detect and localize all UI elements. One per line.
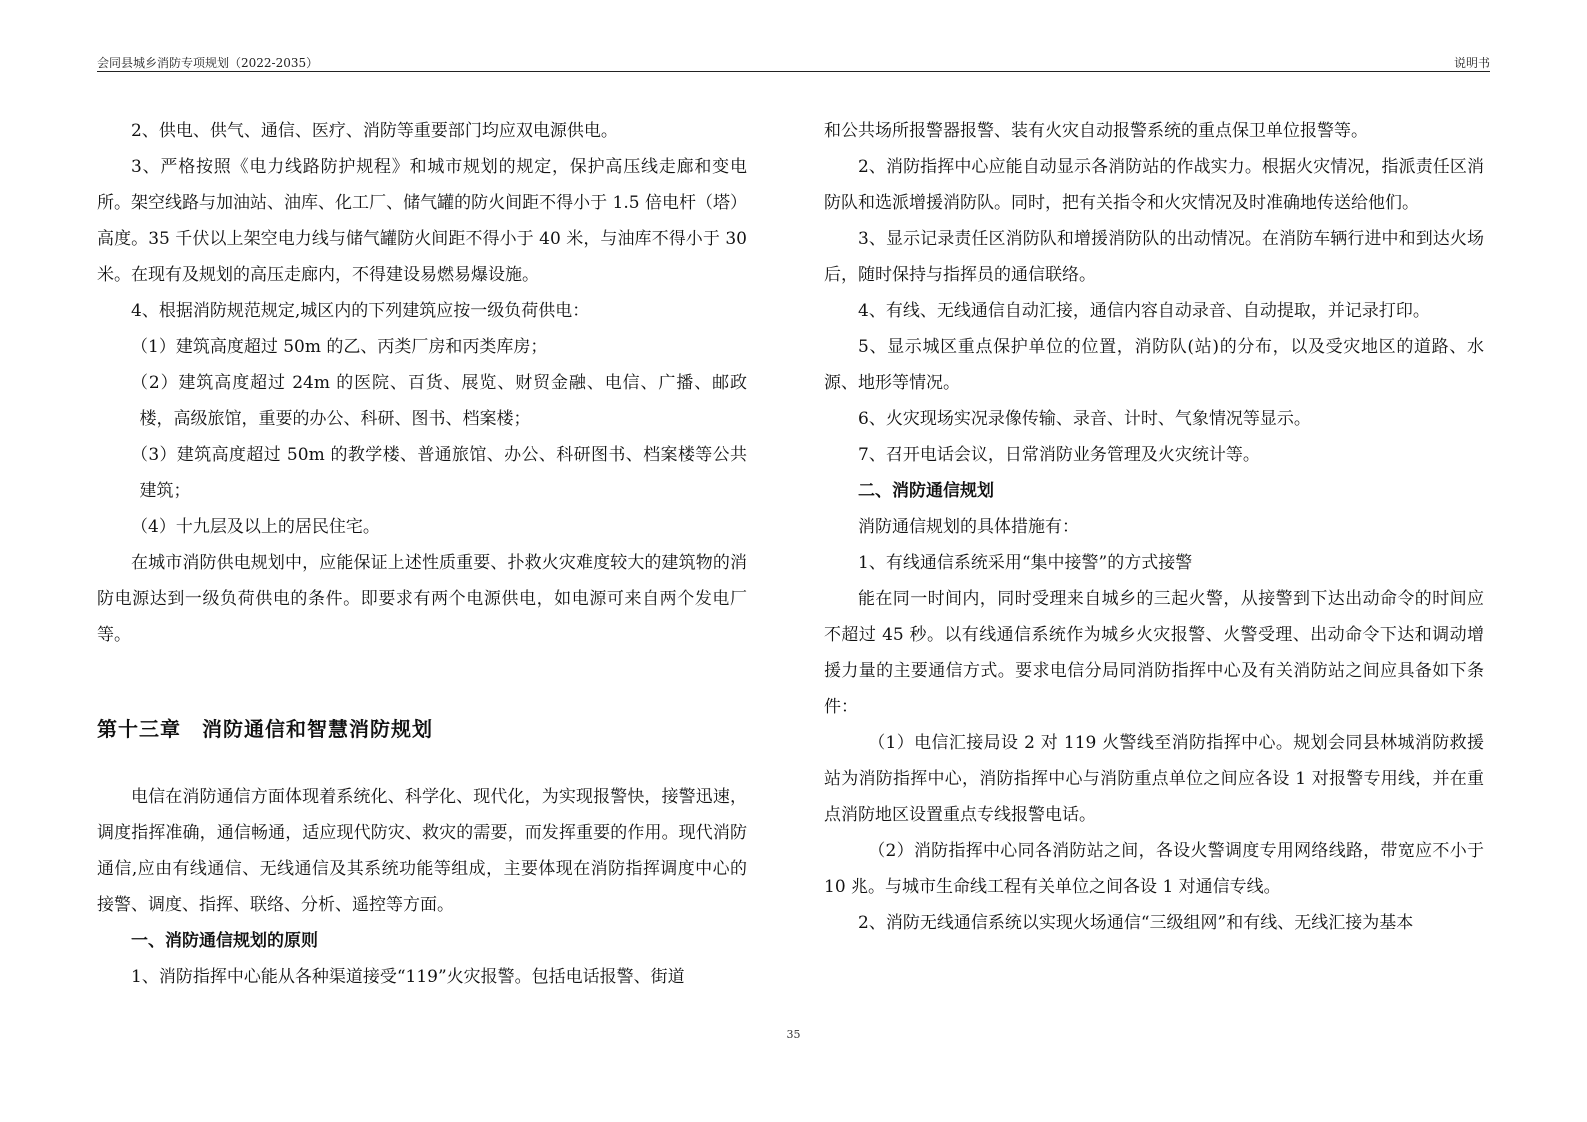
- paragraph: 1、消防指挥中心能从各种渠道接受“119”火灾报警。包括电话报警、街道: [131, 967, 685, 987]
- header-divider: [97, 71, 1490, 72]
- paragraph: 3、显示记录责任区消防队和增援消防队的出动情况。在消防车辆行进中和到达火场后，随时保持与指挥员的通信联络。: [824, 229, 1484, 285]
- page-number: 35: [786, 1028, 801, 1041]
- section-heading: 一、消防通信规划的原则: [131, 931, 318, 951]
- paragraph: 4、有线、无线通信自动汇接，通信内容自动录音、自动提取，并记录打印。: [858, 301, 1430, 321]
- paragraph: 5、显示城区重点保护单位的位置，消防队(站)的分布，以及受灾地区的道路、水源、地形等情况。: [824, 337, 1484, 393]
- paragraph: 4、根据消防规范规定,城区内的下列建筑应按一级负荷供电：: [131, 301, 590, 321]
- section-heading: 二、消防通信规划: [858, 481, 994, 501]
- list-item: （4）十九层及以上的居民住宅。: [131, 517, 380, 537]
- list-item: （3）建筑高度超过 50m 的教学楼、普通旅馆、办公、科研图书、档案楼等公共建筑；: [131, 445, 747, 501]
- paragraph: 2、消防指挥中心应能自动显示各消防站的作战实力。根据火灾情况，指派责任区消防队和选派增援消防队。同时，把有关指令和火灾情况及时准确地传送给他们。: [824, 157, 1484, 213]
- paragraph: 和公共场所报警器报警、装有火灾自动报警系统的重点保卫单位报警等。: [824, 121, 1368, 141]
- paragraph: 消防通信规划的具体措施有：: [858, 517, 1079, 537]
- left-column: [97, 113, 747, 995]
- right-column: [824, 113, 1484, 941]
- paragraph: 2、供电、供气、通信、医疗、消防等重要部门均应双电源供电。: [131, 121, 618, 141]
- paragraph: 7、召开电话会议，日常消防业务管理及火灾统计等。: [858, 445, 1260, 465]
- chapter-title: 第十三章 消防通信和智慧消防规划: [97, 717, 433, 741]
- list-item: （1）建筑高度超过 50m 的乙、丙类厂房和丙类库房；: [131, 337, 548, 357]
- document-header-label: 说明书: [1453, 56, 1490, 70]
- paragraph: 能在同一时间内，同时受理来自城乡的三起火警，从接警到下达出动命令的时间应不超过 45 秒。以有线通信系统作为城乡火灾报警、火警受理、出动命令下达和调动增援力量的主要通信方式。要求电信分局同消防指挥中心及有关消防站之间应具备如下条件：: [824, 589, 1484, 717]
- paragraph: 2、消防无线通信系统以实现火场通信“三级组网”和有线、无线汇接为基本: [858, 913, 1414, 933]
- list-item: （2）建筑高度超过 24m 的医院、百货、展览、财贸金融、电信、广播、邮政楼，高级旅馆，重要的办公、科研、图书、档案楼；: [131, 373, 747, 429]
- paragraph: 1、有线通信系统采用“集中接警”的方式接警: [858, 553, 1193, 573]
- paragraph: 6、火灾现场实况录像传输、录音、计时、气象情况等显示。: [858, 409, 1311, 429]
- paragraph: 3、严格按照《电力线路防护规程》和城市规划的规定，保护高压线走廊和变电所。架空线路与加油站、油库、化工厂、储气罐的防火间距不得小于 1.5 倍电杆（塔）高度。35 千伏以上架空电力线与储气罐防火间距不得小于 40 米，与油库不得小于 30 米。在现有及规划的高压走廊内，不得建设易燃易爆设施。: [97, 157, 747, 285]
- document-header-title: 会同县城乡消防专项规划（2022-2035）: [97, 56, 319, 70]
- paragraph: 电信在消防通信方面体现着系统化、科学化、现代化，为实现报警快，接警迅速，调度指挥准确，通信畅通，适应现代防灾、救灾的需要，而发挥重要的作用。现代消防通信,应由有线通信、无线通信及其系统功能等组成，主要体现在消防指挥调度中心的接警、调度、指挥、联络、分析、遥控等方面。: [97, 787, 747, 915]
- list-item: （2）消防指挥中心同各消防站之间，各设火警调度专用网络线路，带宽应不小于 10 兆。与城市生命线工程有关单位之间各设 1 对通信专线。: [824, 841, 1484, 897]
- list-item: （1）电信汇接局设 2 对 119 火警线至消防指挥中心。规划会同县林城消防救援站为消防指挥中心，消防指挥中心与消防重点单位之间应各设 1 对报警专用线，并在重点消防地区设置重点专线报警电话。: [824, 733, 1484, 825]
- paragraph: 在城市消防供电规划中，应能保证上述性质重要、扑救火灾难度较大的建筑物的消防电源达到一级负荷供电的条件。即要求有两个电源供电，如电源可来自两个发电厂等。: [97, 553, 747, 645]
